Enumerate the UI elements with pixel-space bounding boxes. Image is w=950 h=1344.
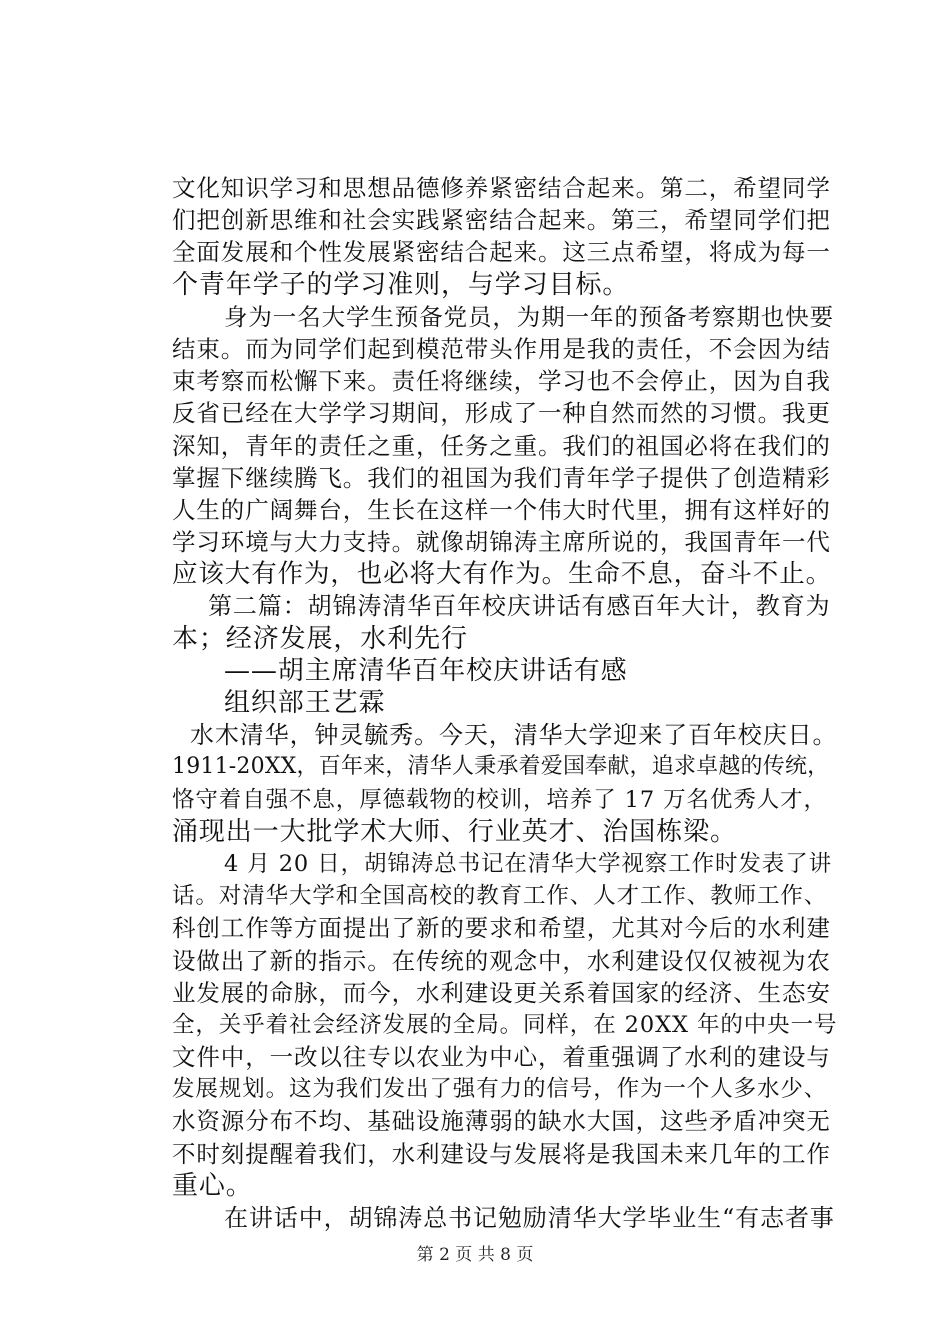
text-line: 们把创新思维和社会实践紧密结合起来。第三，希望同学们把 [172,206,831,235]
text-line: 人生的广阔舞台，生长在这样一个伟大时代里，拥有这样好的 [172,495,831,524]
document-body [172,172,838,1234]
text-line: 全，关乎着社会经济发展的全局。同样，在 20XX 年的中央一号 [172,1011,838,1038]
text-line: 个青年学子的学习准则，与学习目标。 [172,269,630,300]
text-line: 业发展的命脉，而今，水利建设更关系着国家的经济、生态安 [172,978,831,1007]
text-line: 深知，青年的责任之重，任务之重。我们的祖国必将在我们的 [172,431,831,460]
text-line: 设做出了新的指示。在传统的观念中，水利建设仅仅被视为农 [172,946,831,975]
text-line: 涌现出一大批学术大师、行业英才、治国栋梁。 [172,816,737,847]
text-line: 学习环境与大力支持。就像胡锦涛主席所说的，我国青年一代 [172,528,831,557]
text-line: 恪守着自强不息，厚德载物的校训，培养了 17 万名优秀人才， [172,786,827,813]
text-line: 在讲话中，胡锦涛总书记勉励清华大学毕业生“有志者事 [224,1204,835,1232]
text-line: 科创工作等方面提出了新的要求和希望，尤其对今后的水利建 [172,914,831,943]
text-line: 4 月 20 日，胡锦涛总书记在清华大学视察工作时发表了讲 [224,850,833,877]
subtitle: ——胡主席清华百年校庆讲话有感 [224,655,628,686]
text-line: 应该大有作为，也必将大有作为。生命不息，奋斗不止。 [172,559,833,590]
text-line: 文化知识学习和思想品德修养紧密结合起来。第二，希望同学 [172,174,831,202]
text-line: 话。对清华大学和全国高校的教育工作、人才工作、教师工作、 [172,883,828,910]
author-line: 组织部王艺霖 [224,688,386,718]
text-line: 水木清华，钟灵毓秀。今天，清华大学迎来了百年校庆日。 [190,721,838,750]
text-line: 结束。而为同学们起到模范带头作用是我的责任，不会因为结 [172,334,831,363]
text-line: 水资源分布不均、基础设施薄弱的缺水大国，这些矛盾冲突无 [172,1107,831,1136]
text-line: 重心。 [172,1170,253,1201]
text-line: 全面发展和个性发展紧密结合起来。这三点希望，将成为每一 [172,238,831,267]
text-line: 发展规划。这为我们发出了强有力的信号，作为一个人多水少、 [172,1076,828,1103]
page-number-footer: 第 2 页 共 8 页 [416,1245,534,1265]
section-heading: 本；经济发展，水利先行 [172,623,468,654]
text-line: 1911-20XX，百年来，清华人秉承着爱国奉献，追求卓越的传统， [172,754,830,780]
text-line: 不时刻提醒着我们，水利建设与发展将是我国未来几年的工作 [172,1139,831,1168]
text-line: 掌握下继续腾飞。我们的祖国为我们青年学子提供了创造精彩 [172,463,831,492]
section-heading: 第二篇：胡锦涛清华百年校庆讲话有感百年大计，教育为 [208,592,831,621]
text-line: 束考察而松懈下来。责任将继续，学习也不会停止，因为自我 [172,367,831,396]
text-line: 身为一名大学生预备党员，为期一年的预备考察期也快要 [224,302,834,331]
text-line: 文件中，一改以往专以农业为中心，着重强调了水利的建设与 [172,1043,831,1072]
text-line: 反省已经在大学学习期间，形成了一种自然而然的习惯。我更 [172,399,831,428]
